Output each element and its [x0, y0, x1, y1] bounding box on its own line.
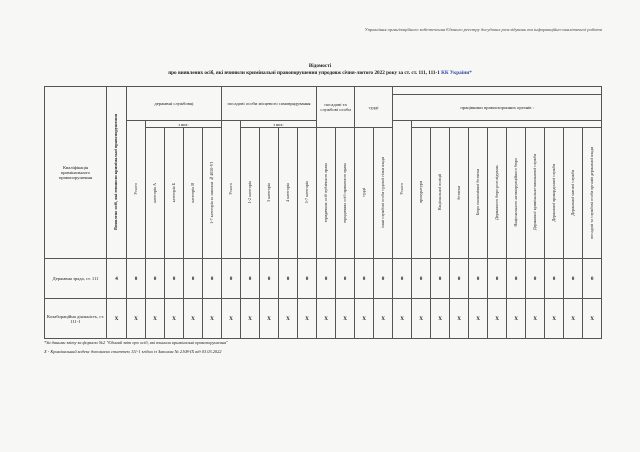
table-cell: 0: [222, 259, 241, 299]
row-total: 4: [107, 259, 127, 299]
table-cell: 0: [488, 259, 507, 299]
total-column-header: [107, 87, 127, 259]
corner-header-text: Кваліфікація кримінального правопорушення: [58, 165, 93, 180]
col-anticorruption: Національного антикорупційного бюро: [507, 128, 526, 259]
table-cell: 0: [583, 259, 602, 299]
subgroup-civil: з них:: [146, 121, 222, 128]
col-public-law: юридичних осіб публічного права: [317, 128, 336, 259]
table-cell: X: [412, 299, 431, 339]
table-cell: 0: [564, 259, 583, 299]
table-cell: 0: [469, 259, 488, 299]
statistics-table: [44, 86, 602, 339]
table-cell: 0: [184, 259, 203, 299]
table-cell: 0: [355, 259, 374, 299]
table-cell: X: [146, 299, 165, 339]
col-court-officials: інші службові особи судової гілки влади: [374, 128, 393, 259]
row-label: Державна зрада, ст. 111: [45, 259, 107, 299]
col-category-b: категорія Б: [165, 128, 184, 259]
table-cell: X: [469, 299, 488, 339]
col-category-3: 3 категорія: [260, 128, 279, 259]
table-cell: X: [564, 299, 583, 339]
col-penitentiary: Державної кримінально-виконавчої служби: [526, 128, 545, 259]
table-cell: 0: [393, 259, 412, 299]
table-cell: 0: [412, 259, 431, 299]
table-cell: 0: [203, 259, 222, 299]
table-cell: X: [488, 299, 507, 339]
group-civil-servants: державні службовці: [127, 87, 222, 121]
table-cell: 0: [146, 259, 165, 299]
subtitle-text: про виявлених осіб, які вчинили кримінальні правопорушення упродовж січня-лютого 2022 року за ст. ст. 111, 111-1: [168, 70, 442, 76]
col-category-4: 4 категорія: [279, 128, 298, 259]
table-cell: X: [393, 299, 412, 339]
table-cell: X: [260, 299, 279, 339]
footnote-x: X - Кримінальний кодекс доповнено статтею 111-1 згідно із Законом № 2108-IX від 03.03.2022: [44, 349, 222, 354]
corner-header: [45, 87, 107, 259]
col-category-1-2: 1-2 категорія: [241, 128, 260, 259]
col-category-5-7: 5-7 категорія: [298, 128, 317, 259]
table-cell: X: [184, 299, 203, 339]
group-local-officials: посадові особи місцевого самоврядування: [222, 87, 317, 121]
table-cell: 0: [298, 259, 317, 299]
subgroup-local: з них:: [241, 121, 317, 128]
row-total: X: [107, 299, 127, 339]
table-cell: 0: [545, 259, 564, 299]
table-cell: X: [336, 299, 355, 339]
table-cell: 0: [507, 259, 526, 299]
table-cell: X: [127, 299, 146, 339]
col-national-police: Національної поліції: [431, 128, 450, 259]
col-local-total: Усього: [222, 121, 241, 259]
footnote-source: *За даними звіту за формою №2 "Єдиний звіт про осіб, які вчинили кримінальні правопорушення": [44, 340, 228, 345]
col-prosecution: прокуратури: [412, 128, 431, 259]
document-subtitle: [0, 70, 640, 76]
header-note: Управління організаційного забезпечення Єдиного реєстру досудових розслідувань та інформаційно-аналітичної роботи: [364, 27, 602, 32]
table-cell: 0: [127, 259, 146, 299]
table-cell: X: [374, 299, 393, 339]
table-cell: 0: [165, 259, 184, 299]
table-cell: X: [450, 299, 469, 339]
table-cell: 0: [431, 259, 450, 299]
table-cell: 0: [241, 259, 260, 299]
table-cell: X: [545, 299, 564, 339]
col-customs: Державної митної служби: [564, 128, 583, 259]
table-cell: X: [203, 299, 222, 339]
total-column-label: Виявлено осіб, які вчинили кримінальні правопорушення: [113, 114, 119, 230]
table-cell: X: [507, 299, 526, 339]
header-row-groups: [45, 87, 602, 95]
group-officials: посадові та службові особи: [317, 87, 355, 128]
subgroup-law-spacer: [412, 121, 602, 128]
col-category-1-7: 1-7 категорія за законом №4050-VI: [203, 128, 222, 259]
table-row: [45, 299, 602, 339]
table-cell: 0: [374, 259, 393, 299]
table-cell: X: [317, 299, 336, 339]
col-security: безпеки: [450, 128, 469, 259]
table-cell: 0: [279, 259, 298, 299]
col-state-investigation: Державного бюро розслідувань: [488, 128, 507, 259]
table-cell: X: [526, 299, 545, 339]
col-law-total: Усього: [393, 121, 412, 259]
row-label: Колабораційна діяльність, ст. 111-1: [45, 299, 107, 339]
col-state-authorities: посадові та службові особи органів державної влади: [583, 128, 602, 259]
table-cell: X: [355, 299, 374, 339]
table-cell: 0: [450, 259, 469, 299]
group-judges: судді: [355, 87, 393, 128]
subtitle-code: КК України*: [441, 70, 472, 76]
table-cell: 0: [336, 259, 355, 299]
col-economic-security: Бюро економічної безпеки: [469, 128, 488, 259]
table-cell: X: [279, 299, 298, 339]
table-cell: X: [241, 299, 260, 339]
table-cell: X: [583, 299, 602, 339]
group-law-spacer: [393, 87, 602, 95]
document-title: Відомості: [308, 63, 332, 69]
col-category-v: категорія В: [184, 128, 203, 259]
group-law-enforcement: працівники правоохоронних органів :: [393, 95, 602, 121]
table-cell: 0: [260, 259, 279, 299]
table-cell: X: [165, 299, 184, 339]
table-cell: X: [222, 299, 241, 339]
col-civil-total: Усього: [127, 121, 146, 259]
col-border-service: Державної прикордонної служби: [545, 128, 564, 259]
table-row: [45, 259, 602, 299]
table-cell: 0: [526, 259, 545, 299]
table-cell: X: [298, 299, 317, 339]
table-cell: 0: [317, 259, 336, 299]
col-category-a: категорія А: [146, 128, 165, 259]
table-cell: X: [431, 299, 450, 339]
col-private-law: юридичних осіб приватного права: [336, 128, 355, 259]
col-judges: судді: [355, 128, 374, 259]
